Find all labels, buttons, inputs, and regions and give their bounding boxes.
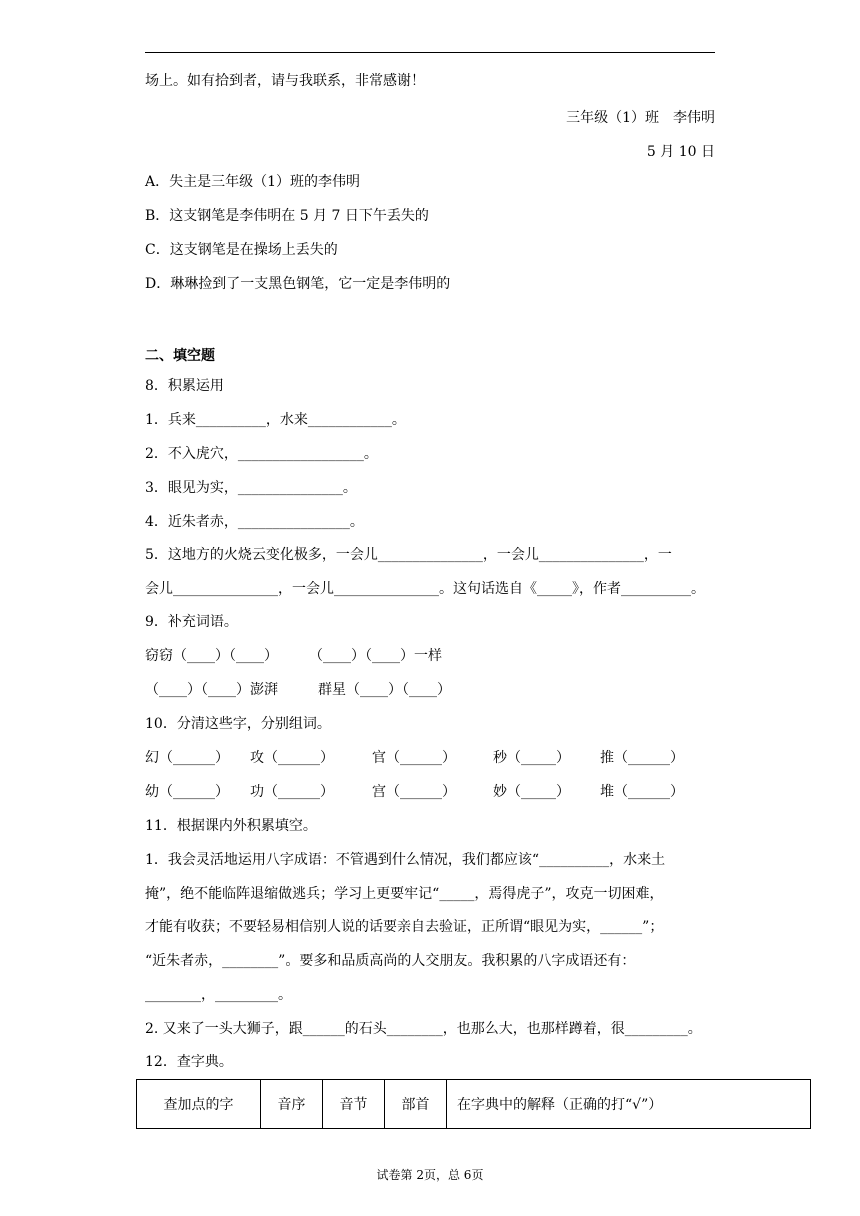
table-header-cell: 音序 — [261, 1080, 323, 1129]
q11-p1-line-3: 才能有收获；不要轻易相信别人说的话要亲自去验证，正所谓“眼见为实，______”； — [145, 919, 664, 935]
q11-p1-line-5: ________，_________。 — [145, 987, 292, 1003]
q10-char-9: 妙（_____） — [493, 784, 570, 800]
header-rule — [145, 52, 715, 53]
q9-word-3: （____）（____）澎湃 — [145, 682, 278, 698]
q11-p1-line-2: 掩”，绝不能临阵退缩做逃兵；学习上更要牢记“_____，焉得虎子”，攻克一切困难， — [145, 886, 664, 902]
section-title: 二、填空题 — [145, 348, 215, 364]
q10-char-6: 幼（______） — [145, 784, 229, 800]
q10-char-5: 推（______） — [600, 750, 684, 766]
q9-word-4: 群星（____）（____） — [318, 682, 451, 698]
q10-char-1: 幻（______） — [145, 750, 229, 766]
q10-char-10: 堆（______） — [600, 784, 684, 800]
notice-date: 5 月 10 日 — [646, 144, 715, 160]
option-c: C．这支钢笔是在操场上丢失的 — [145, 242, 338, 258]
q8-item-4: 4．近朱者赤，________________。 — [145, 514, 364, 530]
q11-p2: 2. 又来了一头大狮子，跟______的石头________，也那么大，也那样蹲着，很_________。 — [145, 1021, 702, 1037]
table-header-cell: 在字典中的解释（正确的打“√”） — [447, 1080, 811, 1129]
q8-title: 8．积累运用 — [145, 378, 224, 394]
option-a: A．失主是三年级（1）班的李伟明 — [145, 174, 361, 190]
q10-char-3: 官（______） — [372, 750, 456, 766]
notice-continuation: 场上。如有拾到者，请与我联系，非常感谢！ — [145, 73, 425, 89]
q8-item-2: 2．不入虎穴，__________________。 — [145, 446, 378, 462]
table-header-cell: 查加点的字 — [137, 1080, 261, 1129]
q9-title: 9．补充词语。 — [145, 614, 238, 630]
notice-signature: 三年级（1）班 李伟明 — [566, 110, 715, 126]
q11-p1-line-1: 1．我会灵活地运用八字成语：不管遇到什么情况，我们都应该“__________，水来土 — [145, 852, 666, 868]
q10-char-2: 攻（______） — [250, 750, 334, 766]
q9-word-1: 窃窃（____）（____） — [145, 648, 278, 664]
q10-char-7: 功（______） — [250, 784, 334, 800]
table-header-cell: 部首 — [385, 1080, 447, 1129]
table-header-cell: 音节 — [323, 1080, 385, 1129]
table-header-row — [137, 1080, 811, 1129]
q8-item-3: 3．眼见为实，_______________。 — [145, 480, 357, 496]
q10-char-4: 秒（_____） — [493, 750, 570, 766]
q11-p1-line-4: “近朱者赤，________”。要多和品质高尚的人交朋友。我积累的八字成语还有： — [145, 953, 636, 969]
q8-item-5-line-1: 5．这地方的火烧云变化极多，一会儿_______________，一会儿_______________，一 — [145, 547, 672, 563]
page-footer: 试卷第 2页，总 6页 — [376, 1168, 484, 1182]
option-d: D．琳琳捡到了一支黑色钢笔，它一定是李伟明的 — [145, 276, 451, 292]
q8-item-1: 1．兵来__________，水来____________。 — [145, 412, 406, 428]
dictionary-table — [136, 1079, 811, 1129]
q11-title: 11．根据课内外积累填空。 — [145, 818, 317, 834]
q9-word-2: （____）（____）一样 — [309, 648, 442, 664]
q12-title: 12．查字典。 — [145, 1054, 233, 1070]
q8-item-5-line-2: 会儿_______________，一会儿_______________。这句话选自《_____》，作者__________。 — [145, 581, 705, 597]
q10-title: 10．分清这些字，分别组词。 — [145, 716, 331, 732]
option-b: B．这支钢笔是李伟明在 5 月 7 日下午丢失的 — [145, 208, 429, 224]
q10-char-8: 宫（______） — [372, 784, 456, 800]
